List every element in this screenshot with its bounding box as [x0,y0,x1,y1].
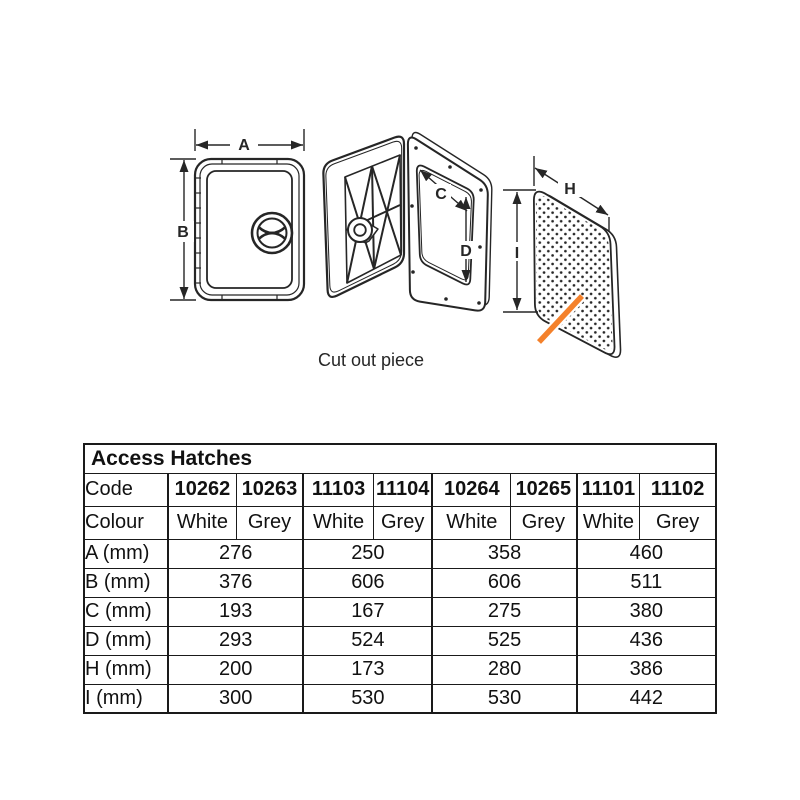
diagram-caption: Cut out piece [317,350,425,370]
table-row [84,506,716,539]
dim-label-i: I [514,245,520,262]
dim-value: 358 [432,539,576,568]
dim-value: 276 [168,539,303,568]
figure-cutout-piece [503,156,621,357]
dim-value: 380 [577,597,716,626]
dim-value: 460 [577,539,716,568]
dim-value: 193 [168,597,303,626]
dim-value: 524 [303,626,432,655]
row-label: C (mm) [84,597,168,626]
row-label: Colour [84,506,168,539]
figure-open-view [323,133,491,311]
dim-value: 530 [303,684,432,713]
spec-table [83,443,717,714]
dim-value: 386 [577,655,716,684]
row-label: Code [84,473,168,506]
latch-knob [252,213,292,253]
dim-value: 442 [577,684,716,713]
table-row [84,568,716,597]
colour-value: White [303,506,373,539]
dim-value: 167 [303,597,432,626]
table-row [84,444,716,473]
dim-value: 511 [577,568,716,597]
table-row [84,684,716,713]
dim-value: 173 [303,655,432,684]
dim-value: 376 [168,568,303,597]
dim-value: 530 [432,684,576,713]
colour-value: Grey [511,506,577,539]
dim-value: 606 [432,568,576,597]
code-value: 11101 [577,473,640,506]
dimension-I [503,190,538,312]
table-row [84,626,716,655]
dim-value: 275 [432,597,576,626]
dim-label-d: D [460,243,472,260]
dim-value: 250 [303,539,432,568]
colour-value: White [432,506,510,539]
dim-label-a: A [238,137,250,154]
dim-value: 300 [168,684,303,713]
code-value: 10264 [432,473,510,506]
table-row [84,539,716,568]
code-value: 10265 [511,473,577,506]
colour-value: White [577,506,640,539]
row-label: I (mm) [84,684,168,713]
table-row [84,655,716,684]
dim-label-c: C [435,186,447,203]
row-label: B (mm) [84,568,168,597]
table-row [84,473,716,506]
code-value: 10262 [168,473,236,506]
dim-value: 436 [577,626,716,655]
code-value: 11104 [373,473,432,506]
dim-label-h: H [564,181,576,198]
row-label: H (mm) [84,655,168,684]
figure-front-view [170,129,304,300]
colour-value: Grey [373,506,432,539]
colour-value: Grey [236,506,303,539]
code-value: 11103 [303,473,373,506]
colour-value: White [168,506,236,539]
code-value: 11102 [640,473,716,506]
dim-value: 280 [432,655,576,684]
colour-value: Grey [640,506,716,539]
dim-label-b: B [177,224,189,241]
dim-value: 200 [168,655,303,684]
dim-value: 606 [303,568,432,597]
row-label: A (mm) [84,539,168,568]
table-row [84,597,716,626]
table-title: Access Hatches [84,444,716,473]
dim-value: 525 [432,626,576,655]
dim-value: 293 [168,626,303,655]
row-label: D (mm) [84,626,168,655]
code-value: 10263 [236,473,303,506]
